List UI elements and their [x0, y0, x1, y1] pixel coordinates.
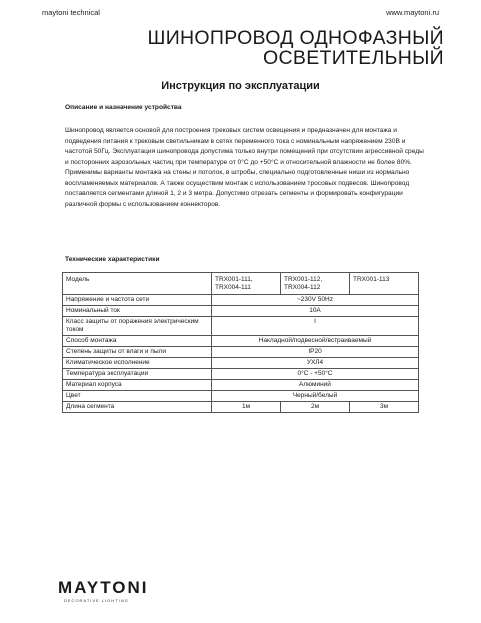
table-cell-label: Материал корпуса	[63, 380, 212, 391]
table-row	[63, 295, 419, 306]
specs-table	[62, 272, 419, 413]
description-text: Шинопровод является основой для построения трековых систем освещения и предназначен для монтажа и подведения питания к трековым светильникам в сетях переменного тока с номинальным напряжением 230В и частотой 50Гц. Эксплуатация шинопровода допустима только внутри помещений при отсутствии агрессивной среды и посторонних аэрозольных частиц при температуре от 0°С до +50°С и относительной влажности не более 80%. Применимы варианты монтажа на стены и потолок, в штробы, специально подготовленные ниши из нормально воспламеняемых материалов. А также осуществим монтаж с использованием тросовых подвесов. Шинопровод поставляется сегментами длиной 1, 2 и 3 метра. Допустимо отрезать сегменты и формировать конфигурации различной формы с использованием коннекторов.	[65, 127, 424, 208]
table-cell-value: ~230V 50Hz	[212, 295, 419, 306]
table-cell-model: TRX001-113	[350, 273, 419, 295]
table-row	[63, 369, 419, 380]
table-row	[63, 380, 419, 391]
table-cell-label: Температура эксплуатации	[63, 369, 212, 380]
table-cell-length: 3м	[350, 402, 419, 413]
logo-tagline: DECORATIVE LIGHTING	[64, 598, 129, 603]
page-title: ШИНОПРОВОД ОДНОФАЗНЫЙ ОСВЕТИТЕЛЬНЫЙ	[147, 27, 444, 69]
table-cell-label: Номинальный ток	[63, 306, 212, 317]
table-cell-length: 1м	[212, 402, 281, 413]
table-cell-length-label: Длина сегмента	[63, 402, 212, 413]
table-row	[63, 273, 419, 295]
table-cell-value: УХЛ4	[212, 358, 419, 369]
table-row	[63, 358, 419, 369]
header-website: www.maytoni.ru	[386, 8, 439, 17]
table-cell-value: IP20	[212, 347, 419, 358]
table-cell-model-label: Модель	[63, 273, 212, 295]
table-cell-length: 2м	[281, 402, 350, 413]
table-row	[63, 317, 419, 336]
table-cell-label: Степень защиты от влаги и пыли	[63, 347, 212, 358]
table-cell-model: TRX001-111, TRX004-111	[212, 273, 281, 295]
table-row	[63, 347, 419, 358]
specs-heading: Технические характеристики	[65, 256, 160, 263]
page-subtitle: Инструкция по эксплуатации	[161, 80, 320, 92]
description-heading: Описание и назначение устройства	[65, 104, 182, 111]
table-cell-label: Класс защиты от поражения электрическим током	[63, 317, 212, 336]
table-cell-value: Накладной/подвесной/встраиваемый	[212, 336, 419, 347]
table-cell-label: Климатическое исполнение	[63, 358, 212, 369]
table-cell-label: Способ монтажа	[63, 336, 212, 347]
table-row	[63, 306, 419, 317]
table-cell-model: TRX001-112, TRX004-112	[281, 273, 350, 295]
table-cell-value: 0°C - +50°C	[212, 369, 419, 380]
header-left-text: maytoni technical	[42, 8, 100, 17]
table-cell-value: Алюминий	[212, 380, 419, 391]
table-cell-value: Черный/белый	[212, 391, 419, 402]
table-cell-label: Цвет	[63, 391, 212, 402]
table-cell-value: I	[212, 317, 419, 336]
table-cell-label: Напряжение и частота сети	[63, 295, 212, 306]
table-row	[63, 391, 419, 402]
table-cell-value: 10А	[212, 306, 419, 317]
maytoni-logo: MAYTONI	[58, 578, 149, 597]
table-row	[63, 336, 419, 347]
table-row	[63, 402, 419, 413]
